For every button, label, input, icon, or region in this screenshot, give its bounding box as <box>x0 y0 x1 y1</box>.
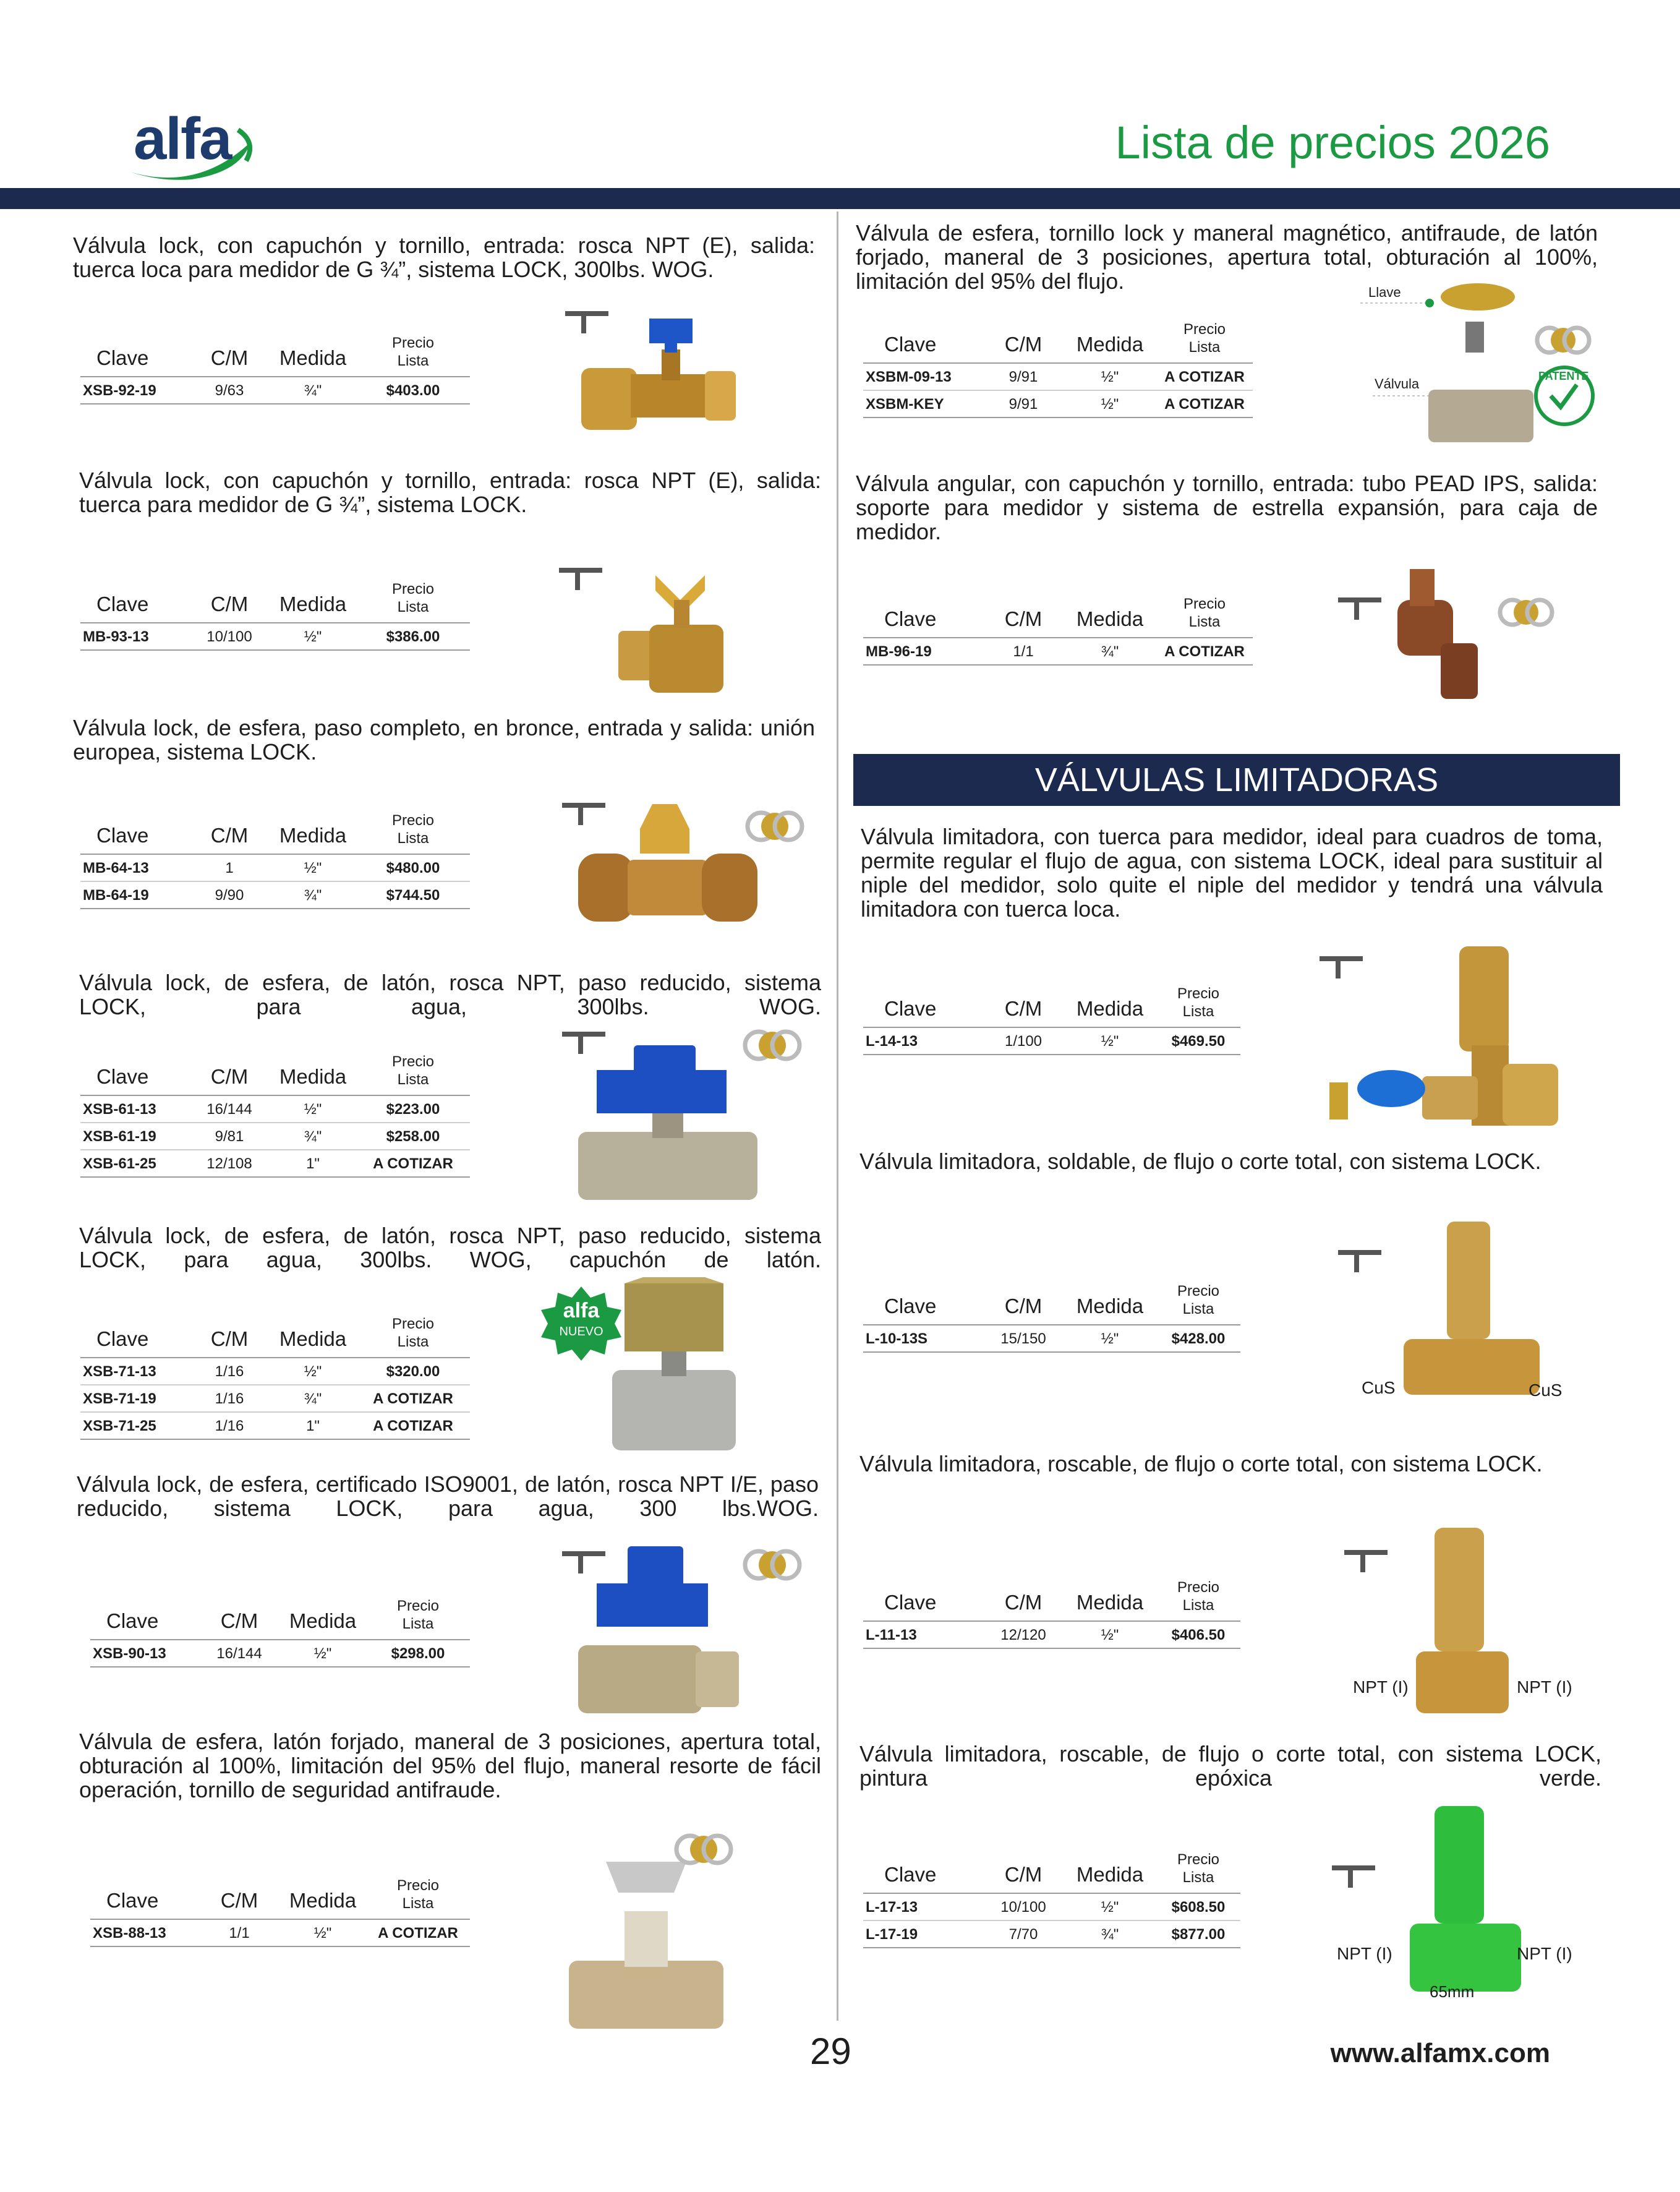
table-row: XSB-71-19 1/16 ¾" A COTIZAR <box>80 1385 470 1412</box>
product-description: Válvula limitadora, roscable, de flujo o corte total, con sistema LOCK, pintura epóxica verde. <box>859 1741 1601 1791</box>
header-bar <box>0 188 1680 209</box>
llave-label: Llave <box>1368 285 1401 300</box>
patente-seal: PATENTE <box>1538 370 1589 382</box>
price-table: Clave C/M Medida Precio Lista XSB-71-13 1/16 ½" $320.00 XSB-71-19 1/16 ¾" A COTIZAR XSB-71-25 1/16 1" A COTIZAR <box>80 1315 470 1440</box>
valve-image <box>563 1831 785 2035</box>
table-row: MB-93-13 10/100 ½" $386.00 <box>80 623 470 650</box>
table-row: XSB-90-13 16/144 ½" $298.00 <box>90 1640 470 1667</box>
column-divider <box>837 212 838 2021</box>
logo-text: alfa <box>134 106 231 172</box>
limiter-valve-image <box>1317 934 1577 1138</box>
col-medida: Medida <box>270 334 356 377</box>
price-table: Clave C/M Medida Precio Lista L-14-13 1/100 ½" $469.50 <box>863 985 1240 1055</box>
badge-brand: alfa <box>563 1299 600 1322</box>
price-table: Clave C/M Medida Precio Lista XSB-88-13 1/1 ½" A COTIZAR <box>90 1877 470 1947</box>
table-row: L-17-19 7/70 ¾" $877.00 <box>863 1920 1240 1948</box>
green-valve-image <box>1329 1806 1540 2010</box>
table-row: XSB-92-19 9/63 ¾" $403.00 <box>80 377 470 404</box>
angular-valve-image <box>1336 563 1571 705</box>
price-table: Clave C/M Medida Precio Lista MB-64-13 1 ½" $480.00 MB-64-19 9/90 ¾" $744.50 <box>80 811 470 909</box>
product-description: Válvula lock, de esfera, certificado ISO9001, de latón, rosca NPT I/E, paso reducido, sistema LOCK, para agua, 300 lbs.WOG. <box>77 1471 819 1521</box>
product-description: Válvula lock, con capuchón y tornillo, entrada: rosca NPT (E), salida: tuerca para medidor de G ¾”, sistema LOCK. <box>79 468 821 517</box>
product-description: Válvula lock, de esfera, de latón, rosca NPT, paso reducido, sistema LOCK, para agua, 300lbs. WOG, capuchón de latón. <box>79 1223 821 1272</box>
table-row: XSBM-09-13 9/91 ½" A COTIZAR <box>863 363 1253 390</box>
table-row: XSB-71-13 1/16 ½" $320.00 <box>80 1358 470 1385</box>
valve-image <box>556 563 761 699</box>
magnetic-valve-image <box>1360 278 1614 445</box>
table-row: MB-96-19 1/1 ¾" A COTIZAR <box>863 638 1253 665</box>
price-table: Clave C/M Medida Precio Lista MB-93-13 10/100 ½" $386.00 <box>80 580 470 651</box>
product-description: Válvula lock, de esfera, paso completo, en bronce, entrada y salida: unión europea, sistema LOCK. <box>73 715 815 764</box>
valve-image <box>560 1546 807 1719</box>
table-row: XSB-61-19 9/81 ¾" $258.00 <box>80 1123 470 1150</box>
table-row: L-17-13 10/100 ½" $608.50 <box>863 1893 1240 1920</box>
badge-text: NUEVO <box>559 1325 603 1338</box>
npt-left-label: NPT (I) <box>1337 1944 1392 1963</box>
product-description: Válvula lock, de esfera, de latón, rosca NPT, paso reducido, sistema LOCK, para agua, 300lbs. WOG. <box>79 970 821 1019</box>
alfa-logo <box>124 99 266 192</box>
size-label: 65mm <box>1430 1982 1475 2001</box>
table-row: XSB-61-25 12/108 1" A COTIZAR <box>80 1150 470 1177</box>
page-number: 29 <box>810 2031 851 2072</box>
price-table: Clave C/M Medida Precio Lista L-17-13 10/100 ½" $608.50 L-17-19 7/70 ¾" $877.00 <box>863 1851 1240 1948</box>
valvula-label: Válvula <box>1375 376 1420 392</box>
npt-right-label: NPT (I) <box>1517 1944 1572 1963</box>
col-precio: Precio Lista <box>356 334 470 377</box>
valve-image <box>606 1277 742 1457</box>
table-row: XSB-88-13 1/1 ½" A COTIZAR <box>90 1919 470 1946</box>
product-description: Válvula limitadora, soldable, de flujo o corte total, con sistema LOCK. <box>859 1149 1541 1174</box>
table-row: L-14-13 1/100 ½" $469.50 <box>863 1027 1240 1055</box>
product-description: Válvula limitadora, con tuerca para medidor, ideal para cuadros de toma, permite regular el flujo de agua, con sistema LOCK, ideal para sustituir al niple del medidor, solo quite el niple del medidor y tendrá una válvula limitadora con tuerca loca. <box>861 824 1603 922</box>
table-row: XSB-61-13 16/144 ½" $223.00 <box>80 1095 470 1123</box>
product-description: Válvula lock, con capuchón y tornillo, entrada: rosca NPT (E), salida: tuerca loca para medidor de G ¾”, sistema LOCK, 300lbs. WOG. <box>73 233 815 282</box>
price-table: Clave C/M Medida Precio Lista L-11-13 12/120 ½" $406.50 <box>863 1578 1240 1649</box>
product-description: Válvula angular, con capuchón y tornillo, entrada: tubo PEAD IPS, salida: soporte para medidor y sistema de estrella expansión, para caja de medidor. <box>856 471 1598 544</box>
table-row: L-11-13 12/120 ½" $406.50 <box>863 1621 1240 1648</box>
npt-right-label: NPT (I) <box>1517 1677 1572 1697</box>
product-description: Válvula de esfera, tornillo lock y maneral magnético, antifraude, de latón forjado, maneral de 3 posiciones, apertura total, obturación al 100%, limitación del 95% del flujo. <box>856 220 1598 294</box>
price-table: Clave C/M Medida Precio Lista XSBM-09-13 9/91 ½" A COTIZAR XSBM-KEY 9/91 ½" A COTIZAR <box>863 320 1253 418</box>
valve-image <box>560 798 807 928</box>
table-row: MB-64-13 1 ½" $480.00 <box>80 854 470 881</box>
price-table <box>80 334 470 405</box>
cus-right-label: CuS <box>1529 1381 1563 1400</box>
table-row: L-10-13S 15/150 ½" $428.00 <box>863 1325 1240 1352</box>
valve-image <box>560 1027 807 1206</box>
price-table: Clave C/M Medida Precio Lista MB-96-19 1/1 ¾" A COTIZAR <box>863 595 1253 666</box>
price-table: Clave C/M Medida Precio Lista L-10-13S 15/150 ½" $428.00 <box>863 1282 1240 1353</box>
product-description: Válvula limitadora, roscable, de flujo o corte total, con sistema LOCK. <box>859 1451 1543 1476</box>
col-cm: C/M <box>189 334 270 377</box>
website-link[interactable]: www.alfamx.com <box>1330 2038 1550 2068</box>
valve-image <box>563 306 748 448</box>
price-table: Clave C/M Medida Precio Lista XSB-90-13 16/144 ½" $298.00 <box>90 1597 470 1668</box>
table-row: MB-64-19 9/90 ¾" $744.50 <box>80 881 470 909</box>
table-row: XSBM-KEY 9/91 ½" A COTIZAR <box>863 390 1253 417</box>
col-clave: Clave <box>80 334 189 377</box>
cus-left-label: CuS <box>1362 1378 1396 1397</box>
section-banner: VÁLVULAS LIMITADORAS <box>853 754 1620 806</box>
product-description: Válvula de esfera, latón forjado, maneral de 3 posiciones, apertura total, obturación al 100%, limitación del 95% del flujo, maneral resorte de fácil operación, tornillo de seguridad antifraude. <box>79 1729 821 1802</box>
table-row: XSB-71-25 1/16 1" A COTIZAR <box>80 1412 470 1439</box>
price-table: Clave C/M Medida Precio Lista XSB-61-13 16/144 ½" $223.00 XSB-61-19 9/81 ¾" $258.00 XSB-61-25 12/108 1" A COTIZAR <box>80 1053 470 1178</box>
page-title: Lista de precios 2026 <box>1115 117 1550 168</box>
npt-left-label: NPT (I) <box>1353 1677 1409 1697</box>
